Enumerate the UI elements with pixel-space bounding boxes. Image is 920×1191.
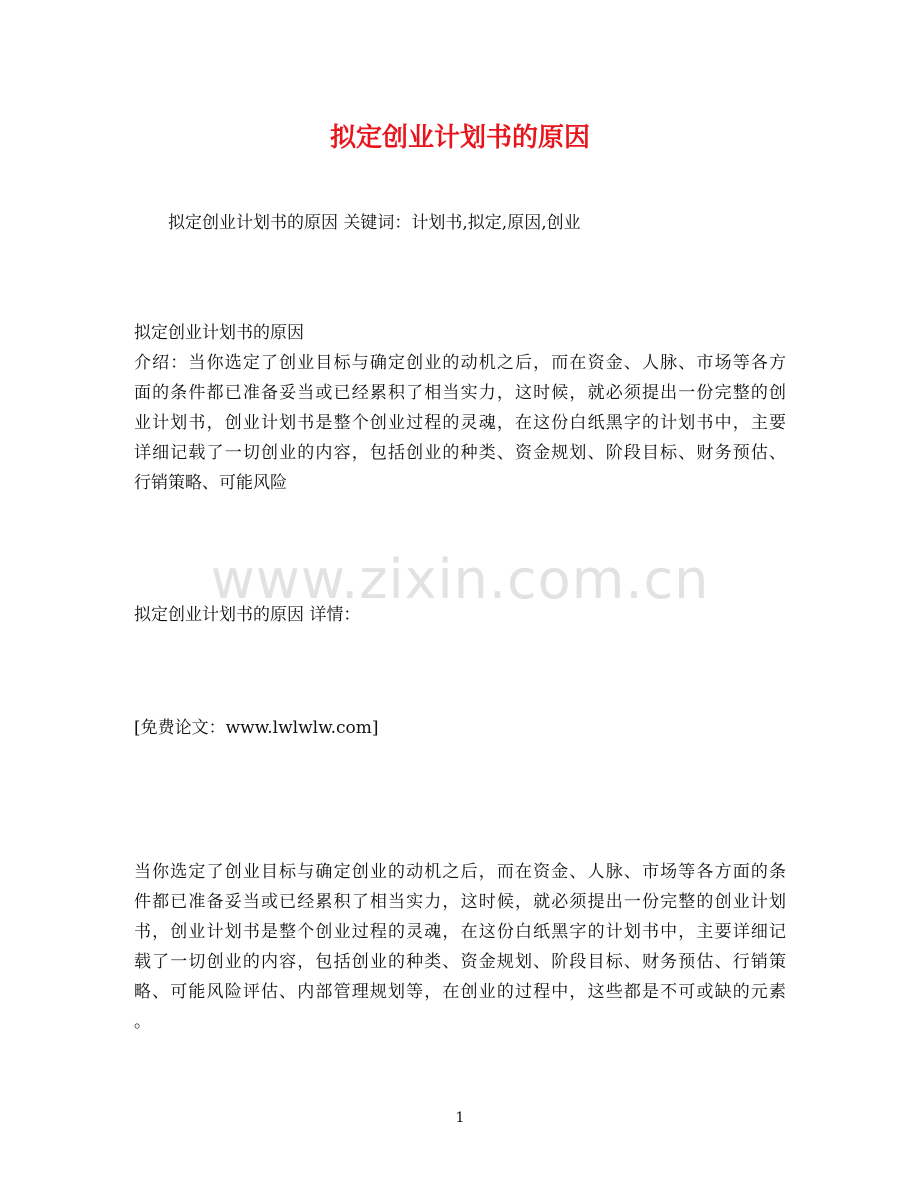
intro-line-1: 介绍：当你选定了创业目标与确定创业的动机之后，而在资金、人脉、市场等各方 [134, 353, 786, 373]
intro-line-2: 面的条件都已准备妥当或已经累积了相当实力，这时候，就必须提出一份完整的创 [134, 383, 786, 403]
keywords-line: 拟定创业计划书的原因 关键词：计划书,拟定,原因,创业 [168, 213, 581, 233]
body-line-2: 件都已准备妥当或已经累积了相当实力，这时候，就必须提出一份完整的创业计划 [134, 892, 786, 912]
page-number: 1 [455, 1110, 465, 1126]
body-section [134, 857, 786, 1037]
body-line-3: 书，创业计划书是整个创业过程的灵魂，在这份白纸黑字的计划书中，主要详细记 [134, 922, 786, 942]
intro-heading: 拟定创业计划书的原因 [134, 323, 304, 343]
document-title: 拟定创业计划书的原因 [329, 123, 590, 153]
free-paper-note: [免费论文：www.lwlwlw.com] [134, 718, 379, 738]
body-line-1: 当你选定了创业目标与确定创业的动机之后，而在资金、人脉、市场等各方面的条 [134, 862, 786, 882]
intro-line-5: 行销策略、可能风险 [134, 473, 287, 493]
watermark: www.zixin.com.cn [210, 548, 710, 611]
body-line-5: 略、可能风险评估、内部管理规划等，在创业的过程中，这些都是不可或缺的元素 [134, 982, 786, 1002]
body-line-4: 载了一切创业的内容，包括创业的种类、资金规划、阶段目标、财务预估、行销策 [134, 952, 786, 972]
intro-section [134, 318, 786, 498]
body-line-6: 。 [134, 1012, 151, 1032]
intro-line-3: 业计划书，创业计划书是整个创业过程的灵魂，在这份白纸黑字的计划书中，主要 [134, 413, 786, 433]
intro-line-4: 详细记载了一切创业的内容，包括创业的种类、资金规划、阶段目标、财务预估、 [134, 443, 786, 463]
details-heading: 拟定创业计划书的原因 详情： [134, 605, 361, 625]
